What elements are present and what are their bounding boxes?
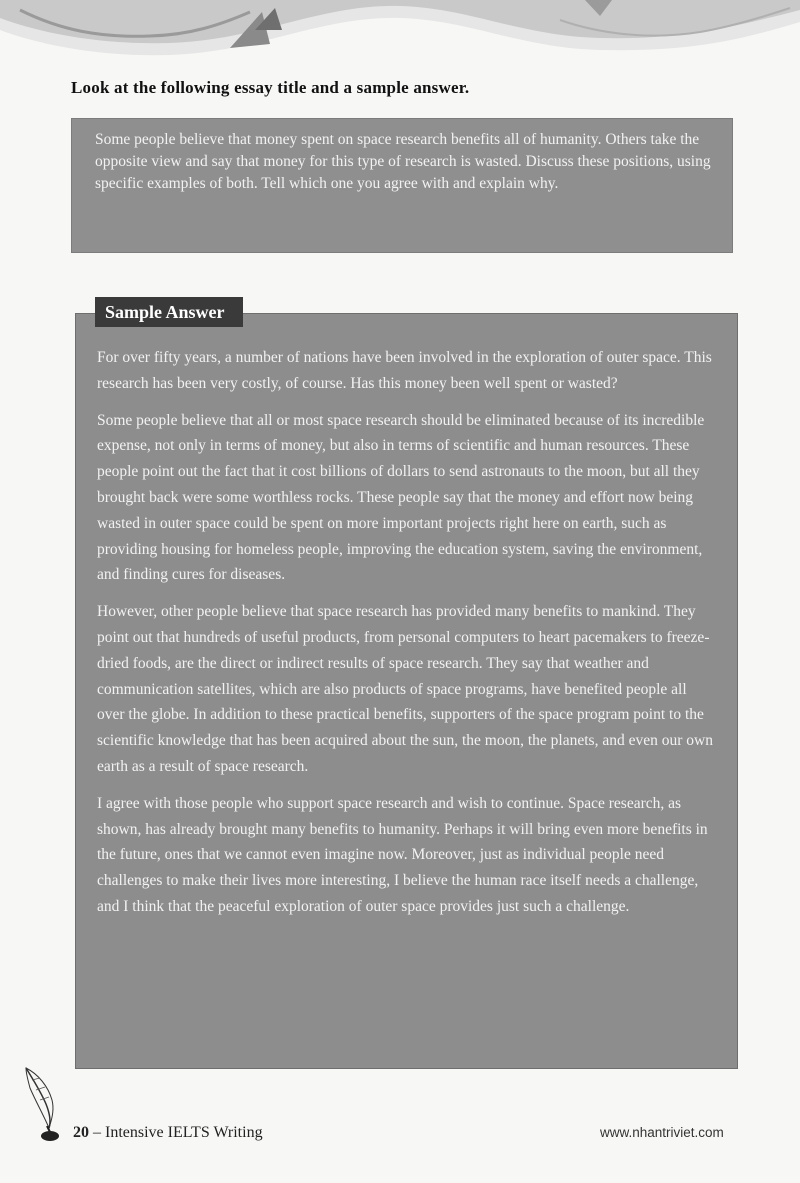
sample-answer-box bbox=[75, 313, 738, 1069]
answer-paragraph-3: However, other people believe that space research has provided many benefits to mankind. They point out that hundreds of useful products, from personal computers to heart pacemakers to freeze-dried foods, are the direct or indirect results of space research. They say that weather and communication satellites, which are also products of space programs, have benefited people all over the globe. In addition to these practical benefits, supporters of the space program point to the scientific knowledge that has been acquired about the sun, the moon, the planets, and even our own earth as a result of space research. bbox=[97, 603, 713, 775]
footer-separator: – bbox=[93, 1124, 101, 1141]
website-url: www.nhantriviet.com bbox=[600, 1125, 724, 1140]
essay-topic-box bbox=[71, 118, 733, 253]
sample-answer-label: Sample Answer bbox=[95, 297, 243, 327]
page-number: 20 bbox=[73, 1124, 89, 1141]
essay-topic-text: Some people believe that money spent on space research benefits all of humanity. Others take the opposite view and say that money for this type of research is wasted. Discuss these positions, using specific examples of both. Tell which one you agree with and explain why. bbox=[95, 131, 711, 192]
decorative-banner bbox=[0, 0, 800, 60]
book-title: Intensive IELTS Writing bbox=[105, 1124, 263, 1141]
quill-icon bbox=[18, 1064, 68, 1146]
answer-paragraph-4: I agree with those people who support space research and wish to continue. Space research, as shown, has already brought many benefits to humanity. Perhaps it will bring even more benefits in the future, ones that we cannot even imagine now. Moreover, just as individual people need challenges to make their lives more interesting, I believe the human race itself needs a challenge, and I think that the peaceful exploration of outer space provides just such a challenge. bbox=[97, 794, 708, 915]
answer-paragraph-2: Some people believe that all or most space research should be eliminated because of its incredible expense, not only in terms of money, but also in terms of scientific and human resources. These people point out the fact that it cost billions of dollars to send astronauts to the moon, but all they brought back were some worthless rocks. These people say that the money and effort now being wasted in outer space could be spent on more important projects right here on earth, such as providing housing for homeless people, improving the education system, saving the environment, and finding cures for diseases. bbox=[97, 411, 705, 584]
answer-paragraph-1: For over fifty years, a number of nations have been involved in the exploration of outer space. This research has been very costly, of course. Has this money been well spent or wasted? bbox=[97, 349, 712, 392]
intro-heading: Look at the following essay title and a sample answer. bbox=[71, 78, 470, 97]
page-footer-title bbox=[73, 1124, 263, 1142]
